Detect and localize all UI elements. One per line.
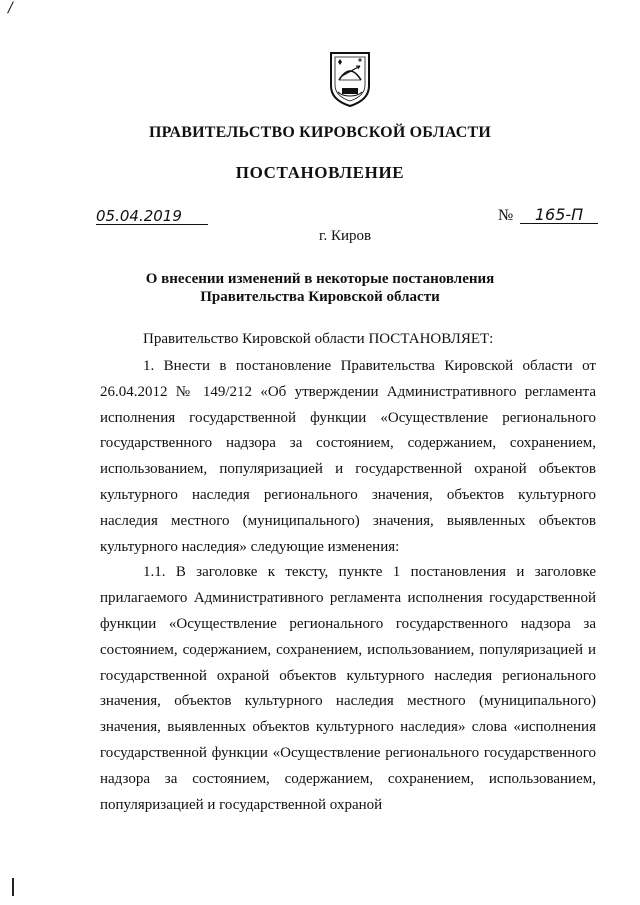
- subject-line-2: Правительства Кировской области: [200, 289, 440, 305]
- subject-line-1: О внесении изменений в некоторые постановления: [145, 271, 495, 287]
- government-title: ПРАВИТЕЛЬСТВО КИРОВСКОЙ ОБЛАСТИ: [148, 124, 492, 141]
- coat-of-arms-icon: [328, 50, 372, 108]
- margin-line-mark: [12, 878, 14, 896]
- document-subject: [0, 270, 640, 306]
- document-city: г. Киров: [319, 228, 372, 244]
- resolution-intro: Правительство Кировской области ПОСТАНОВЛЯЕТ:: [143, 331, 494, 347]
- margin-pen-mark: /: [8, 0, 13, 16]
- document-number: 165-П: [520, 206, 598, 224]
- document-number-label: №: [498, 207, 514, 224]
- document-date: 05.04.2019: [96, 208, 208, 225]
- paragraph-item-1-1: 1.1. В заголовке к тексту, пункте 1 постановления и заголовке прилагаемого Административного регламента исполнения государственной функции «Осуществление регионального государственного надзора за состоянием, содержанием, сохранением, использованием, популяризацией и государственной охраной объектов культурного наследия регионального значения, объектов культурного наследия местного (муниципального) значения, выявленных объектов культурного наследия» слова «исполнения государственной функции «Осуществление регионального государственного надзора за состоянием, содержанием, сохранением, использованием, популяризацией и государственной охраной: [100, 564, 596, 813]
- document-type-title: ПОСТАНОВЛЕНИЕ: [235, 163, 405, 182]
- document-body: [100, 354, 596, 818]
- paragraph-item-1: 1. Внести в постановление Правительства Кировской области от 26.04.2012 № 149/212 «Об утверждении Административного регламента исполнения государственной функции «Осуществление регионального государственного надзора за состоянием, содержанием, сохранением, использованием, популяризацией и государственной охраной объектов культурного наследия регионального значения, объектов культурного наследия местного (муниципального) значения, выявленных объектов культурного наследия» следующие изменения:: [100, 358, 596, 555]
